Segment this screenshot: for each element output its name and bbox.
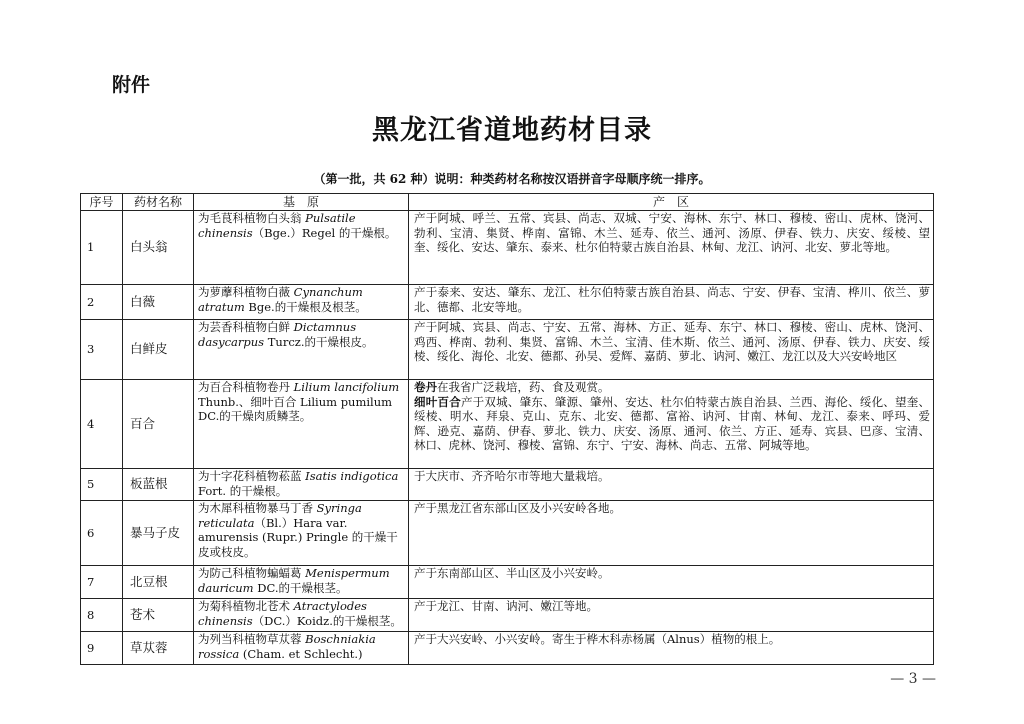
herb-origin: 为木犀科植物暴马丁香 Syringa reticulata（Bl.）Hara var. amurensis (Rupr.) Pringle 的干燥干皮或枝皮。 [194,501,409,566]
herb-name: 北豆根 [123,566,194,599]
row-no: 3 [81,320,123,380]
herb-name: 白鲜皮 [123,320,194,380]
herb-origin: 为毛茛科植物白头翁 Pulsatile chinensis（Bge.）Regel 的干燥根。 [194,211,409,285]
row-no: 2 [81,285,123,320]
table-header-row [81,194,934,211]
document-subtitle: （第一批，共 62 种）说明：种类药材名称按汉语拼音字母顺序统一排序。 [313,172,711,186]
table-row [81,632,934,665]
page-number: — 3 — [890,671,936,687]
herb-name: 白头翁 [123,211,194,285]
row-no: 1 [81,211,123,285]
herb-origin: 为百合科植物卷丹 Lilium lancifolium Thunb.、细叶百合 Lilium pumilum DC.的干燥肉质鳞茎。 [194,380,409,469]
herb-table [80,193,934,665]
herb-name: 板蓝根 [123,469,194,501]
herb-area: 于大庆市、齐齐哈尔市等地大量栽培。 [409,469,934,501]
herb-name: 白薇 [123,285,194,320]
row-no: 4 [81,380,123,469]
herb-origin: 为列当科植物草苁蓉 Boschniakia rossica (Cham. et Schlecht.) [194,632,409,665]
col-header-no: 序号 [81,194,123,211]
herb-name: 百合 [123,380,194,469]
herb-origin: 为十字花科植物菘蓝 Isatis indigotica Fort. 的干燥根。 [194,469,409,501]
table-row [81,285,934,320]
col-header-area: 产 区 [409,194,934,211]
row-no: 7 [81,566,123,599]
row-no: 6 [81,501,123,566]
table-row [81,320,934,380]
table-row [81,566,934,599]
table-row [81,380,934,469]
herb-origin: 为芸香科植物白鲜 Dictamnus dasycarpus Turcz.的干燥根皮。 [194,320,409,380]
table-row [81,599,934,632]
herb-area: 产于大兴安岭、小兴安岭。寄生于桦木科赤杨属（Alnus）植物的根上。 [409,632,934,665]
row-no: 5 [81,469,123,501]
table-row [81,501,934,566]
attachment-label: 附件 [112,74,151,96]
herb-area: 产于龙江、甘南、讷河、嫩江等地。 [409,599,934,632]
herb-area: 产于黑龙江省东部山区及小兴安岭各地。 [409,501,934,566]
herb-origin: 为菊科植物北苍术 Atractylodes chinensis（DC.）Koidz.的干燥根茎。 [194,599,409,632]
herb-area: 产于阿城、宾县、尚志、宁安、五常、海林、方正、延寿、东宁、林口、穆棱、密山、虎林、饶河、鸡西、桦南、勃利、集贤、富锦、木兰、宝清、佳木斯、依兰、通河、汤原、伊春、铁力、庆安、绥棱、绥化、海伦、北安、德都、孙吴、爱辉、嘉荫、萝北、讷河、嫩江、龙江以及大兴安岭地区 [409,320,934,380]
table-row [81,469,934,501]
herb-origin: 为萝藦科植物白薇 Cynanchum atratum Bge.的干燥根及根茎。 [194,285,409,320]
herb-origin: 为防己科植物蝙蝠葛 Menispermum dauricum DC.的干燥根茎。 [194,566,409,599]
table-row [81,211,934,285]
document-title: 黑龙江省道地药材目录 [372,115,652,146]
herb-area: 产于阿城、呼兰、五常、宾县、尚志、双城、宁安、海林、东宁、林口、穆棱、密山、虎林、饶河、勃利、宝清、集贤、桦南、富锦、木兰、延寿、依兰、通河、汤原、伊春、铁力、庆安、绥棱、望奎、绥化、安达、肇东、泰来、杜尔伯特蒙古族自治县、林甸、龙江、讷河、北安、萝北等地。 [409,211,934,285]
row-no: 9 [81,632,123,665]
row-no: 8 [81,599,123,632]
herb-name: 草苁蓉 [123,632,194,665]
herb-area: 产于泰来、安达、肇东、龙江、杜尔伯特蒙古族自治县、尚志、宁安、伊春、宝清、桦川、依兰、萝北、德都、北安等地。 [409,285,934,320]
col-header-base: 基 原 [194,194,409,211]
herb-name: 暴马子皮 [123,501,194,566]
herb-area: 卷丹在我省广泛栽培，药、食及观赏。 细叶百合产于双城、肇东、肇源、肇州、安达、杜尔伯特蒙古族自治县、兰西、海伦、绥化、望奎、绥棱、明水、拜泉、克山、克东、北安、德都、富裕、讷河、甘南、林甸、龙江、泰来、呼玛、爱辉、逊克、嘉荫、伊春、萝北、铁力、庆安、汤原、通河、依兰、方正、延寿、宾县、巴彦、宝清、林口、虎林、饶河、穆棱、富锦、东宁、宁安、海林、尚志、五常、阿城等地。 [409,380,934,469]
herb-name: 苍术 [123,599,194,632]
herb-area: 产于东南部山区、半山区及小兴安岭。 [409,566,934,599]
col-header-name: 药材名称 [123,194,194,211]
